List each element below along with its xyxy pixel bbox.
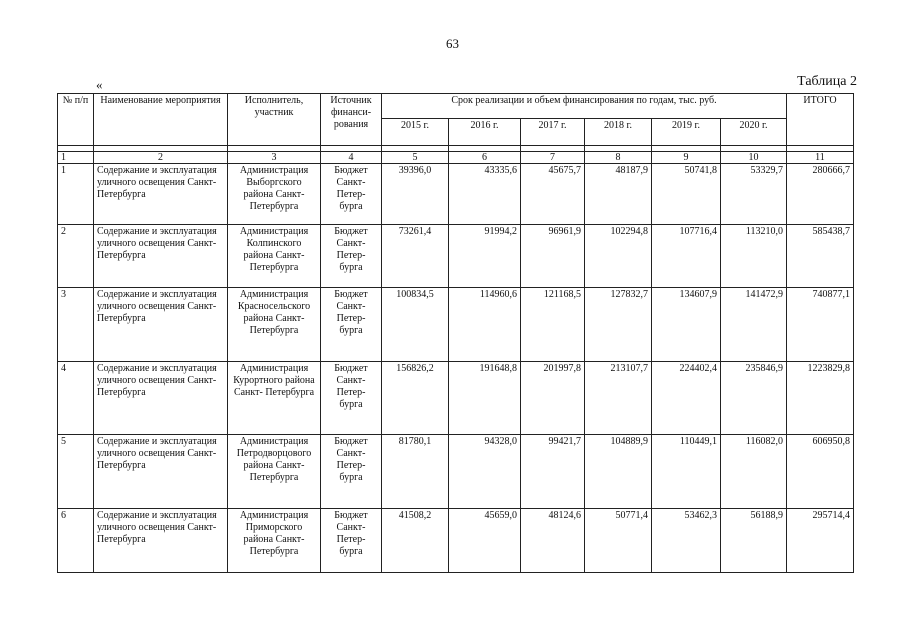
header-period: Срок реализации и объем финансирования по годам, тыс. руб. xyxy=(382,94,787,119)
row-source: Бюджет Санкт- Петер- бурга xyxy=(321,164,382,225)
column-number: 8 xyxy=(585,152,652,164)
row-total: 606950,8 xyxy=(787,435,854,509)
row-value: 48187,9 xyxy=(585,164,652,225)
header-num: № п/п xyxy=(58,94,94,146)
row-total: 740877,1 xyxy=(787,288,854,362)
row-executor: Администрация Выборгского района Санкт- Петербурга xyxy=(228,164,321,225)
row-value: 191648,8 xyxy=(449,362,521,435)
column-number: 7 xyxy=(521,152,585,164)
header-year: 2015 г. xyxy=(382,119,449,146)
row-total: 280666,7 xyxy=(787,164,854,225)
row-source: Бюджет Санкт- Петер- бурга xyxy=(321,362,382,435)
column-number: 6 xyxy=(449,152,521,164)
row-executor: Администрация Колпинского района Санкт- Петербурга xyxy=(228,225,321,288)
row-num: 4 xyxy=(58,362,94,435)
header-year: 2019 г. xyxy=(652,119,721,146)
column-number: 1 xyxy=(58,152,94,164)
row-value: 45659,0 xyxy=(449,509,521,573)
row-value: 99421,7 xyxy=(521,435,585,509)
table-row xyxy=(58,509,854,573)
header-total: ИТОГО xyxy=(787,94,854,146)
column-number: 10 xyxy=(721,152,787,164)
row-name: Содержание и эксплуатация уличного освещения Санкт-Петербурга xyxy=(94,435,228,509)
row-value: 73261,4 xyxy=(382,225,449,288)
row-total: 585438,7 xyxy=(787,225,854,288)
table-row xyxy=(58,362,854,435)
row-executor: Администрация Красносельского района Санкт- Петербурга xyxy=(228,288,321,362)
column-number: 2 xyxy=(94,152,228,164)
header-source: Источник финанси- рования xyxy=(321,94,382,146)
header-year: 2020 г. xyxy=(721,119,787,146)
row-executor: Администрация Курортного района Санкт- Петербурга xyxy=(228,362,321,435)
row-value: 110449,1 xyxy=(652,435,721,509)
row-value: 39396,0 xyxy=(382,164,449,225)
column-number: 9 xyxy=(652,152,721,164)
column-number: 3 xyxy=(228,152,321,164)
row-value: 104889,9 xyxy=(585,435,652,509)
row-name: Содержание и эксплуатация уличного освещения Санкт-Петербурга xyxy=(94,288,228,362)
row-value: 53462,3 xyxy=(652,509,721,573)
page-number: 63 xyxy=(446,36,459,51)
row-value: 102294,8 xyxy=(585,225,652,288)
header-year: 2017 г. xyxy=(521,119,585,146)
row-value: 156826,2 xyxy=(382,362,449,435)
row-name: Содержание и эксплуатация уличного освещения Санкт-Петербурга xyxy=(94,362,228,435)
table-caption: Таблица 2 xyxy=(797,74,857,89)
row-value: 50741,8 xyxy=(652,164,721,225)
row-executor: Администрация Петродворцового района Санкт- Петербурга xyxy=(228,435,321,509)
row-value: 48124,6 xyxy=(521,509,585,573)
row-total: 295714,4 xyxy=(787,509,854,573)
row-value: 94328,0 xyxy=(449,435,521,509)
table-row xyxy=(58,288,854,362)
row-value: 121168,5 xyxy=(521,288,585,362)
table-row xyxy=(58,164,854,225)
row-value: 100834,5 xyxy=(382,288,449,362)
row-value: 134607,9 xyxy=(652,288,721,362)
row-value: 50771,4 xyxy=(585,509,652,573)
financing-table xyxy=(57,93,854,573)
row-num: 1 xyxy=(58,164,94,225)
column-numbers-row xyxy=(58,152,854,164)
header-executor: Исполнитель, участник xyxy=(228,94,321,146)
column-number: 4 xyxy=(321,152,382,164)
row-value: 113210,0 xyxy=(721,225,787,288)
column-number: 11 xyxy=(787,152,854,164)
row-num: 2 xyxy=(58,225,94,288)
header-year: 2018 г. xyxy=(585,119,652,146)
row-value: 107716,4 xyxy=(652,225,721,288)
opening-quote-mark: « xyxy=(96,77,103,92)
header-name: Наименование мероприятия xyxy=(94,94,228,146)
row-source: Бюджет Санкт- Петер- бурга xyxy=(321,509,382,573)
row-source: Бюджет Санкт- Петер- бурга xyxy=(321,288,382,362)
row-value: 201997,8 xyxy=(521,362,585,435)
row-value: 235846,9 xyxy=(721,362,787,435)
header-row-top xyxy=(58,94,854,119)
row-name: Содержание и эксплуатация уличного освещения Санкт-Петербурга xyxy=(94,164,228,225)
table-row xyxy=(58,435,854,509)
row-value: 116082,0 xyxy=(721,435,787,509)
row-num: 5 xyxy=(58,435,94,509)
row-name: Содержание и эксплуатация уличного освещения Санкт-Петербурга xyxy=(94,225,228,288)
row-value: 43335,6 xyxy=(449,164,521,225)
table-row xyxy=(58,225,854,288)
row-num: 3 xyxy=(58,288,94,362)
column-number: 5 xyxy=(382,152,449,164)
row-value: 213107,7 xyxy=(585,362,652,435)
row-value: 96961,9 xyxy=(521,225,585,288)
row-value: 45675,7 xyxy=(521,164,585,225)
row-value: 114960,6 xyxy=(449,288,521,362)
row-value: 41508,2 xyxy=(382,509,449,573)
row-value: 81780,1 xyxy=(382,435,449,509)
row-value: 53329,7 xyxy=(721,164,787,225)
row-value: 224402,4 xyxy=(652,362,721,435)
row-num: 6 xyxy=(58,509,94,573)
row-executor: Администрация Приморского района Санкт- Петербурга xyxy=(228,509,321,573)
row-source: Бюджет Санкт- Петер- бурга xyxy=(321,435,382,509)
row-total: 1223829,8 xyxy=(787,362,854,435)
row-value: 56188,9 xyxy=(721,509,787,573)
row-name: Содержание и эксплуатация уличного освещения Санкт-Петербурга xyxy=(94,509,228,573)
row-value: 141472,9 xyxy=(721,288,787,362)
row-source: Бюджет Санкт- Петер- бурга xyxy=(321,225,382,288)
header-year: 2016 г. xyxy=(449,119,521,146)
row-value: 127832,7 xyxy=(585,288,652,362)
row-value: 91994,2 xyxy=(449,225,521,288)
